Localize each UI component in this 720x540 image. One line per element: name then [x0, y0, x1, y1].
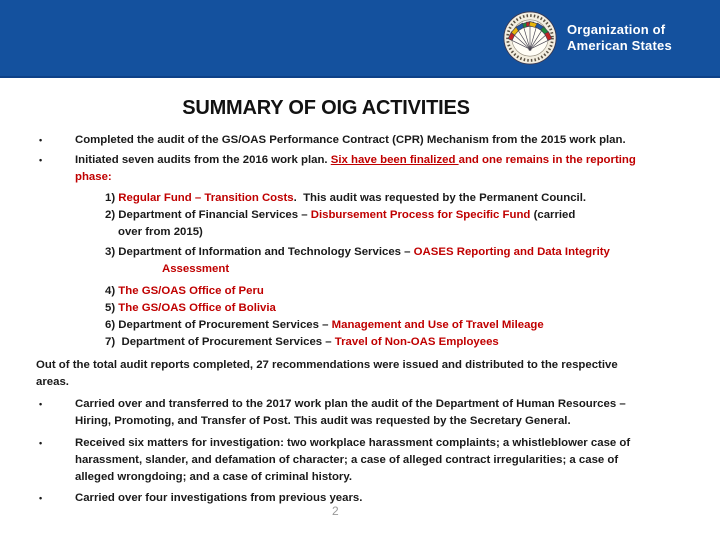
bullet-item-investigations [36, 435, 696, 486]
audit-title-run: Regular Fund – Transition Costs [118, 192, 294, 204]
audit-title-run: The GS/OAS Office of Peru [118, 285, 264, 297]
text-run: (carried [533, 209, 576, 221]
bullet-icon: • [39, 135, 43, 145]
numbered-item-1 [36, 190, 696, 207]
audit-title-run: Disbursement Process for Specific Fund [310, 209, 534, 221]
item-number: 1) [105, 192, 119, 204]
numbered-item-6 [36, 317, 696, 334]
slide-body [36, 132, 696, 507]
paragraph-recommendations [36, 357, 696, 391]
header-bar [0, 0, 720, 78]
paragraph-line2: areas. [36, 376, 69, 388]
bullet-icon: • [39, 438, 43, 448]
numbered-item-7 [36, 334, 696, 351]
bullet-item-carried-over-investigations [36, 490, 696, 507]
org-name [567, 22, 672, 54]
bullet-text-line1: Carried over and transferred to the 2017 work plan the audit of the Department of Human Resources – [75, 398, 626, 410]
bullet-icon: • [39, 493, 43, 503]
text-run: Initiated seven audits from the 2016 work plan. [75, 154, 331, 166]
audit-title-run: The GS/OAS Office of Bolivia [118, 302, 276, 314]
text-run: Department of Financial Services – [118, 209, 311, 221]
numbered-item-4 [36, 283, 696, 300]
bullet-item-initiated-audits [36, 152, 696, 186]
bullet-text: Carried over four investigations from previous years. [75, 492, 363, 504]
numbered-item-2-wrap: over from 2015) [118, 226, 203, 238]
numbered-item-5 [36, 300, 696, 317]
bullet-text: Completed the audit of the GS/OAS Performance Contract (CPR) Mechanism from the 2015 work plan. [75, 134, 626, 146]
item-number: 3) [105, 246, 119, 258]
org-name-line2: American States [567, 38, 672, 53]
paragraph-line1: Out of the total audit reports completed, 27 recommendations were issued and distributed to the respective [36, 359, 618, 371]
oas-seal-icon [502, 10, 558, 66]
bullet-icon: • [39, 399, 43, 409]
text-run: Department of Procurement Services – [118, 319, 332, 331]
highlight-underlined-run: Six have been finalized [330, 154, 459, 166]
numbered-item-3 [36, 244, 696, 261]
item-number: 2) [105, 209, 119, 221]
bullet-text-line1: Received six matters for investigation: two workplace harassment complaints; a whistleblower case of [75, 437, 631, 449]
numbered-item-3-wrap: Assessment [162, 263, 230, 275]
item-number: 6) [105, 319, 119, 331]
item-number: 5) [105, 302, 119, 314]
text-run: Department of Procurement Services – [118, 336, 335, 348]
brand [502, 10, 672, 66]
bullet-item-carried-over-2017 [36, 396, 696, 430]
bullet-item-completed-audit [36, 132, 696, 149]
text-run: Department of Information and Technology Services – [118, 246, 414, 258]
item-number: 4) [105, 285, 119, 297]
item-number: 7) [105, 336, 119, 348]
highlight-run: and one remains in the reporting [458, 154, 636, 166]
audit-title-run: Travel of Non-OAS Employees [334, 336, 499, 348]
bullet-text-line2: phase: [75, 171, 112, 183]
page-number: 2 [332, 504, 339, 518]
bullet-text-line1 [75, 152, 696, 169]
bullet-text-line3: alleged wrongdoing; and a case of criminal history. [75, 471, 353, 483]
audit-title-run: Management and Use of Travel Mileage [331, 319, 544, 331]
text-run: . This audit was requested by the Permanent Council. [293, 192, 587, 204]
bullet-text-line2: harassment, slander, and defamation of character; a case of alleged contract irregularities; a case of [75, 454, 619, 466]
bullet-text-line2: Hiring, Promoting, and Transfer of Post. This audit was requested by the Secretary General. [75, 415, 571, 427]
org-name-line1: Organization of [567, 22, 666, 37]
page-title: SUMMARY OF OIG ACTIVITIES [182, 97, 470, 119]
audit-title-run: OASES Reporting and Data Integrity [413, 246, 610, 258]
numbered-item-2 [36, 207, 696, 224]
bullet-icon: • [39, 155, 43, 165]
